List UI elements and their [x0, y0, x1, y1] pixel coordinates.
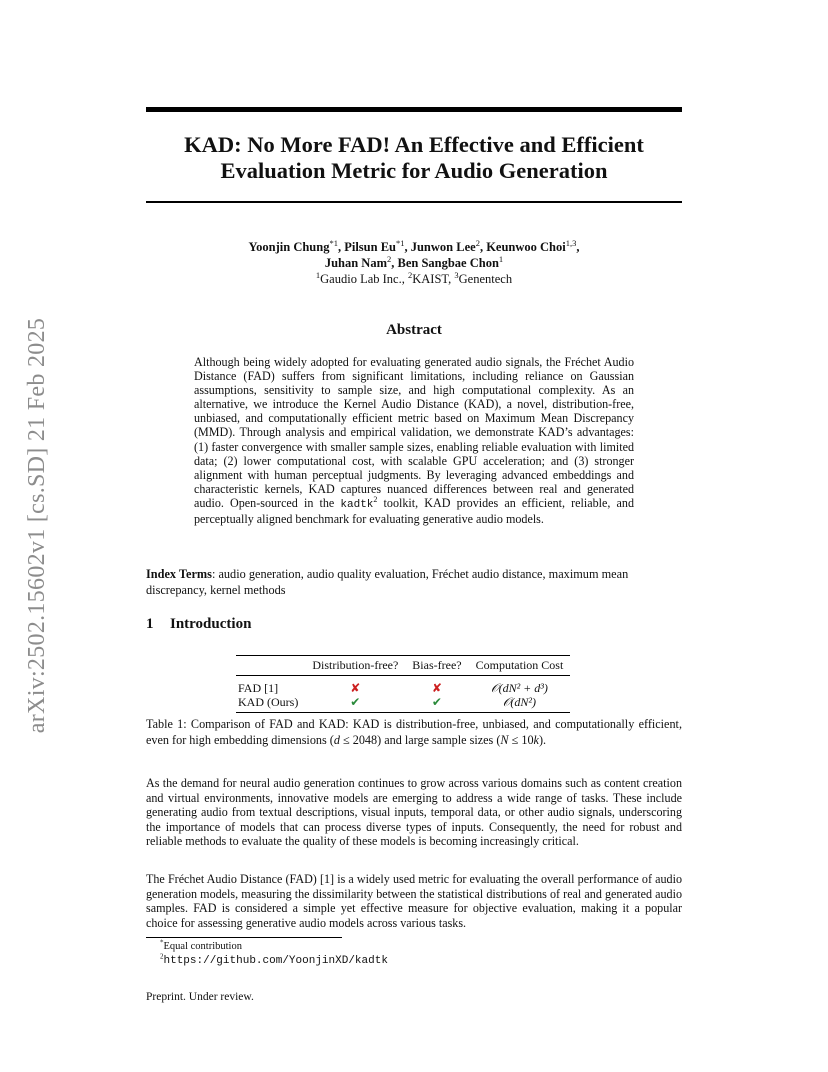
footnote-ref: 2	[373, 494, 378, 504]
author: Junwon Lee$^2$,	[410, 237, 487, 254]
title-line-2: Evaluation Metric for Audio Generation	[220, 158, 608, 183]
arxiv-side-stamp	[18, 290, 58, 760]
table-header-cell: Bias-free?	[412, 658, 462, 672]
affiliations: $^1$Gaudio Lab Inc., $^2$KAIST, $^3$Genentech	[315, 269, 513, 286]
author: Ben Sangbae Chon$^1$	[397, 253, 504, 270]
table-row	[236, 676, 570, 696]
title-line-1: KAD: No More FAD! An Effective and Efficient	[184, 132, 644, 157]
cost-cell: 𝒪(dN²)	[502, 695, 537, 709]
cross-icon: ✘	[350, 681, 361, 695]
comparison-table	[236, 655, 570, 713]
arxiv-identifier: arXiv:2502.15602v1 [cs.SD] 21 Feb 2025	[24, 317, 51, 733]
check-icon: ✔	[431, 695, 442, 709]
cross-icon: ✘	[431, 681, 442, 695]
author: Keunwoo Choi$^{1,3}$,	[486, 237, 580, 254]
body-paragraph: The Fréchet Audio Distance (FAD) [1] is a widely used metric for evaluating the overall performance of audio generation models, measuring the dissimilarity between the statistical distributions of real and generated audio samples. FAD is considered a simple yet effective measure for objective evaluation, making it a popular choice for assessing generative audio models across various tasks.	[146, 872, 682, 930]
title-bottom-rule	[146, 201, 682, 203]
index-terms: Index Terms: audio generation, audio quality evaluation, Fréchet audio distance, maximum mean discrepancy, kernel methods	[146, 567, 629, 597]
section-heading-introduction	[146, 616, 251, 633]
section-number: 1	[146, 616, 154, 632]
table-header-cell	[236, 656, 305, 676]
abstract-heading: Abstract	[386, 322, 442, 338]
check-icon: ✔	[350, 695, 361, 709]
author: Pilsun Eu$^{*1}$,	[344, 237, 411, 254]
section-title: Introduction	[170, 616, 252, 632]
toolkit-name: kadtk	[340, 498, 374, 511]
author-block	[146, 239, 682, 287]
method-cell: FAD [1]	[238, 681, 279, 695]
footnote-url[interactable]: https://github.com/YoonjinXD/kadtk	[163, 955, 388, 967]
title-top-rule	[146, 107, 682, 112]
abstract-text: Although being widely adopted for evaluating generated audio signals, the Fréchet Audio Distance (FAD) suffers from significant limitations, including reliance on Gaussian assumptions, sensitivity to sample size, and high computational complexity. As an alternative, we introduce the Kernel Audio Distance (KAD), a novel, distribution-free, unbiased, and computationally efficient metric based on Maximum Mean Discrepancy (MMD). Through analysis and empirical validation, we demonstrate KAD’s advantages: (1) faster convergence with smaller sample sizes, enabling reliable evaluation with limited data; (2) lower computational cost, with scalable GPU acceleration; and (3) stronger alignment with human perceptual judgments. By leveraging advanced embeddings and characteristic kernels, KAD captures nuanced differences between real and generated audio. Open-sourced in the kadtk$^2$ toolkit, KAD provides an efficient, reliable, and perceptually aligned benchmark for evaluating generative audio models.	[194, 355, 634, 527]
body-paragraph: As the demand for neural audio generation continues to grow across various domains such as content creation and virtual environments, innovative models are emerging to address a wide range of tasks. These include generating audio from textual descriptions, visual inputs, temporal data, or other audio signals, underscoring the importance of models that can process diverse types of inputs. Consequently, the need for robust and reliable methods to evaluate the quality of these models is becoming increasingly critical.	[146, 776, 682, 848]
footnote: *Equal contribution	[160, 938, 242, 952]
table-header-cell: Computation Cost	[475, 658, 564, 672]
footnote-link[interactable]: $^2$https://github.com/YoonjinXD/kadtk	[160, 952, 388, 967]
table-header-cell: Distribution-free?	[312, 658, 399, 672]
cost-cell: 𝒪(dN² + d³)	[491, 681, 548, 695]
footnote-rule	[146, 937, 342, 938]
author-names	[146, 239, 682, 271]
index-terms-label: Index Terms	[146, 567, 212, 581]
table-header-row	[236, 656, 570, 676]
table-caption: Table 1: Comparison of FAD and KAD: KAD is distribution-free, unbiased, and computationally efficient, even for high embedding dimensions (d ≤ 2048) and large sample sizes (N ≤ 10k).	[146, 717, 682, 747]
method-cell: KAD (Ours)	[238, 695, 299, 709]
preprint-footer: Preprint. Under review.	[146, 991, 254, 1003]
author: Yoonjin Chung$^{*1}$,	[248, 237, 345, 254]
paper-title	[146, 132, 682, 184]
table-row	[236, 695, 570, 713]
author: Juhan Nam$^2$,	[324, 253, 398, 270]
